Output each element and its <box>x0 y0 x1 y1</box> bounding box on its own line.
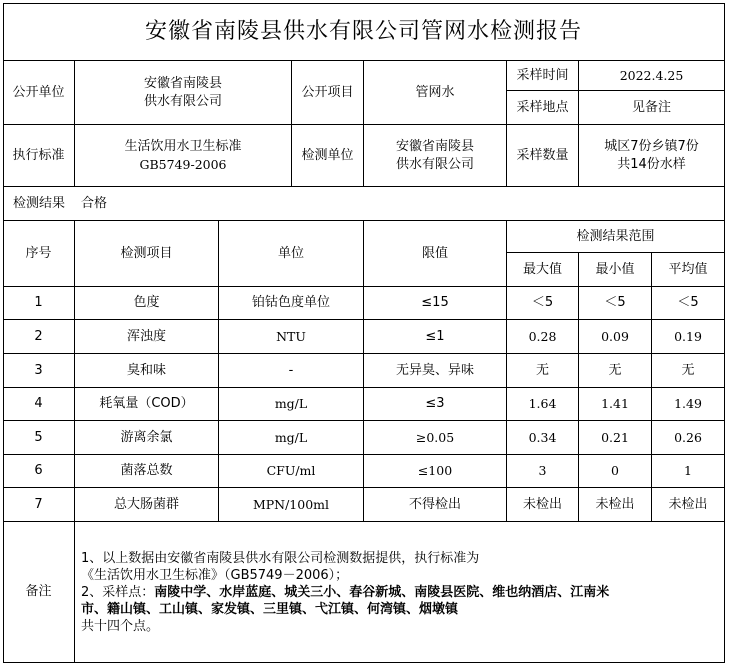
remarks-line2-prefix: 2、采样点： <box>81 584 155 600</box>
row-no: 3 <box>3 354 75 388</box>
row-avg: 0.26 <box>652 421 725 455</box>
row-limit: ≤100 <box>364 455 507 488</box>
lab-label: 检测单位 <box>292 125 364 187</box>
result-label: 检测结果 <box>3 187 75 221</box>
standard-value-line2: GB5749-2006 <box>139 156 227 172</box>
row-limit: ≤1 <box>364 320 507 354</box>
row-avg: 1 <box>652 455 725 488</box>
row-min: ＜5 <box>579 287 652 320</box>
row-no: 2 <box>3 320 75 354</box>
row-item: 臭和味 <box>75 354 219 388</box>
sample-time-label: 采样时间 <box>507 61 579 91</box>
row-unit: 铂钴色度单位 <box>219 287 364 320</box>
report-title: 安徽省南陵县供水有限公司管网水检测报告 <box>3 3 725 61</box>
item-label: 公开项目 <box>292 61 364 125</box>
row-avg: 无 <box>652 354 725 388</box>
row-avg: 0.19 <box>652 320 725 354</box>
report-sheet <box>3 3 725 663</box>
sample-count-label: 采样数量 <box>507 125 579 187</box>
row-item: 游离余氯 <box>75 421 219 455</box>
row-max: 0.34 <box>507 421 579 455</box>
row-min: 1.41 <box>579 388 652 421</box>
header-limit: 限值 <box>364 221 507 287</box>
row-min: 未检出 <box>579 488 652 522</box>
header-max: 最大值 <box>507 253 579 287</box>
row-min: 0.21 <box>579 421 652 455</box>
remarks-line2-points-a: 南陵中学、水岸蓝庭、城关三小、春谷新城、南陵县医院、维也纳酒店、江南米 <box>154 584 610 600</box>
remarks-line2-points-b: 市、籍山镇、工山镇、家发镇、三里镇、弋江镇、何湾镇、烟墩镇 <box>81 601 459 617</box>
row-item: 菌落总数 <box>75 455 219 488</box>
row-item: 总大肠菌群 <box>75 488 219 522</box>
remarks-line1a: 1、以上数据由安徽省南陵县供水有限公司检测数据提供，执行标准为 <box>81 550 480 566</box>
row-avg: 1.49 <box>652 388 725 421</box>
row-unit: - <box>219 354 364 388</box>
standard-label: 执行标准 <box>3 125 75 187</box>
row-max: 0.28 <box>507 320 579 354</box>
item-value: 管网水 <box>364 61 507 125</box>
row-min: 0.09 <box>579 320 652 354</box>
row-avg: 未检出 <box>652 488 725 522</box>
header-unit: 单位 <box>219 221 364 287</box>
header-index: 序号 <box>3 221 75 287</box>
remarks-label: 备注 <box>3 522 75 663</box>
sample-count-value <box>579 125 725 187</box>
row-limit: ≤15 <box>364 287 507 320</box>
publisher-value <box>75 61 292 125</box>
lab-value <box>364 125 507 187</box>
row-max: 1.64 <box>507 388 579 421</box>
row-min: 无 <box>579 354 652 388</box>
publisher-value-line2: 供水有限公司 <box>143 93 222 109</box>
row-limit: ≥0.05 <box>364 421 507 455</box>
row-unit: CFU/ml <box>219 455 364 488</box>
header-range: 检测结果范围 <box>507 221 725 253</box>
sample-count-line1: 城区7份乡镇7份 <box>604 138 699 154</box>
row-item: 色度 <box>75 287 219 320</box>
remarks-body <box>75 522 725 663</box>
sample-time-value: 2022.4.25 <box>579 61 725 91</box>
row-item: 耗氧量（COD） <box>75 388 219 421</box>
row-unit: MPN/100ml <box>219 488 364 522</box>
row-no: 5 <box>3 421 75 455</box>
sample-count-line2: 共14份水样 <box>617 156 686 172</box>
row-max: 3 <box>507 455 579 488</box>
row-no: 6 <box>3 455 75 488</box>
row-no: 7 <box>3 488 75 522</box>
row-min: 0 <box>579 455 652 488</box>
row-limit: 不得检出 <box>364 488 507 522</box>
lab-value-line1: 安徽省南陵县 <box>395 138 474 154</box>
sample-place-label: 采样地点 <box>507 91 579 125</box>
row-limit: ≤3 <box>364 388 507 421</box>
header-min: 最小值 <box>579 253 652 287</box>
publisher-label: 公开单位 <box>3 61 75 125</box>
row-no: 4 <box>3 388 75 421</box>
remarks-line2 <box>81 584 609 601</box>
publisher-value-line1: 安徽省南陵县 <box>143 75 222 91</box>
remarks-line3: 共十四个点。 <box>81 618 160 634</box>
row-avg: ＜5 <box>652 287 725 320</box>
row-limit: 无异臭、异味 <box>364 354 507 388</box>
sample-place-value: 见备注 <box>579 91 725 125</box>
lab-value-line2: 供水有限公司 <box>395 156 474 172</box>
standard-value-line1: 生活饮用水卫生标准 <box>124 138 242 154</box>
remarks-line1b: 《生活饮用水卫生标准》（GB5749－2006）； <box>81 567 349 583</box>
row-unit: mg/L <box>219 388 364 421</box>
row-item: 浑浊度 <box>75 320 219 354</box>
row-unit: mg/L <box>219 421 364 455</box>
remarks-text <box>81 550 609 635</box>
result-value: 合格 <box>75 187 725 221</box>
standard-value <box>75 125 292 187</box>
header-avg: 平均值 <box>652 253 725 287</box>
row-max: ＜5 <box>507 287 579 320</box>
row-max: 未检出 <box>507 488 579 522</box>
row-max: 无 <box>507 354 579 388</box>
header-item: 检测项目 <box>75 221 219 287</box>
row-unit: NTU <box>219 320 364 354</box>
row-no: 1 <box>3 287 75 320</box>
